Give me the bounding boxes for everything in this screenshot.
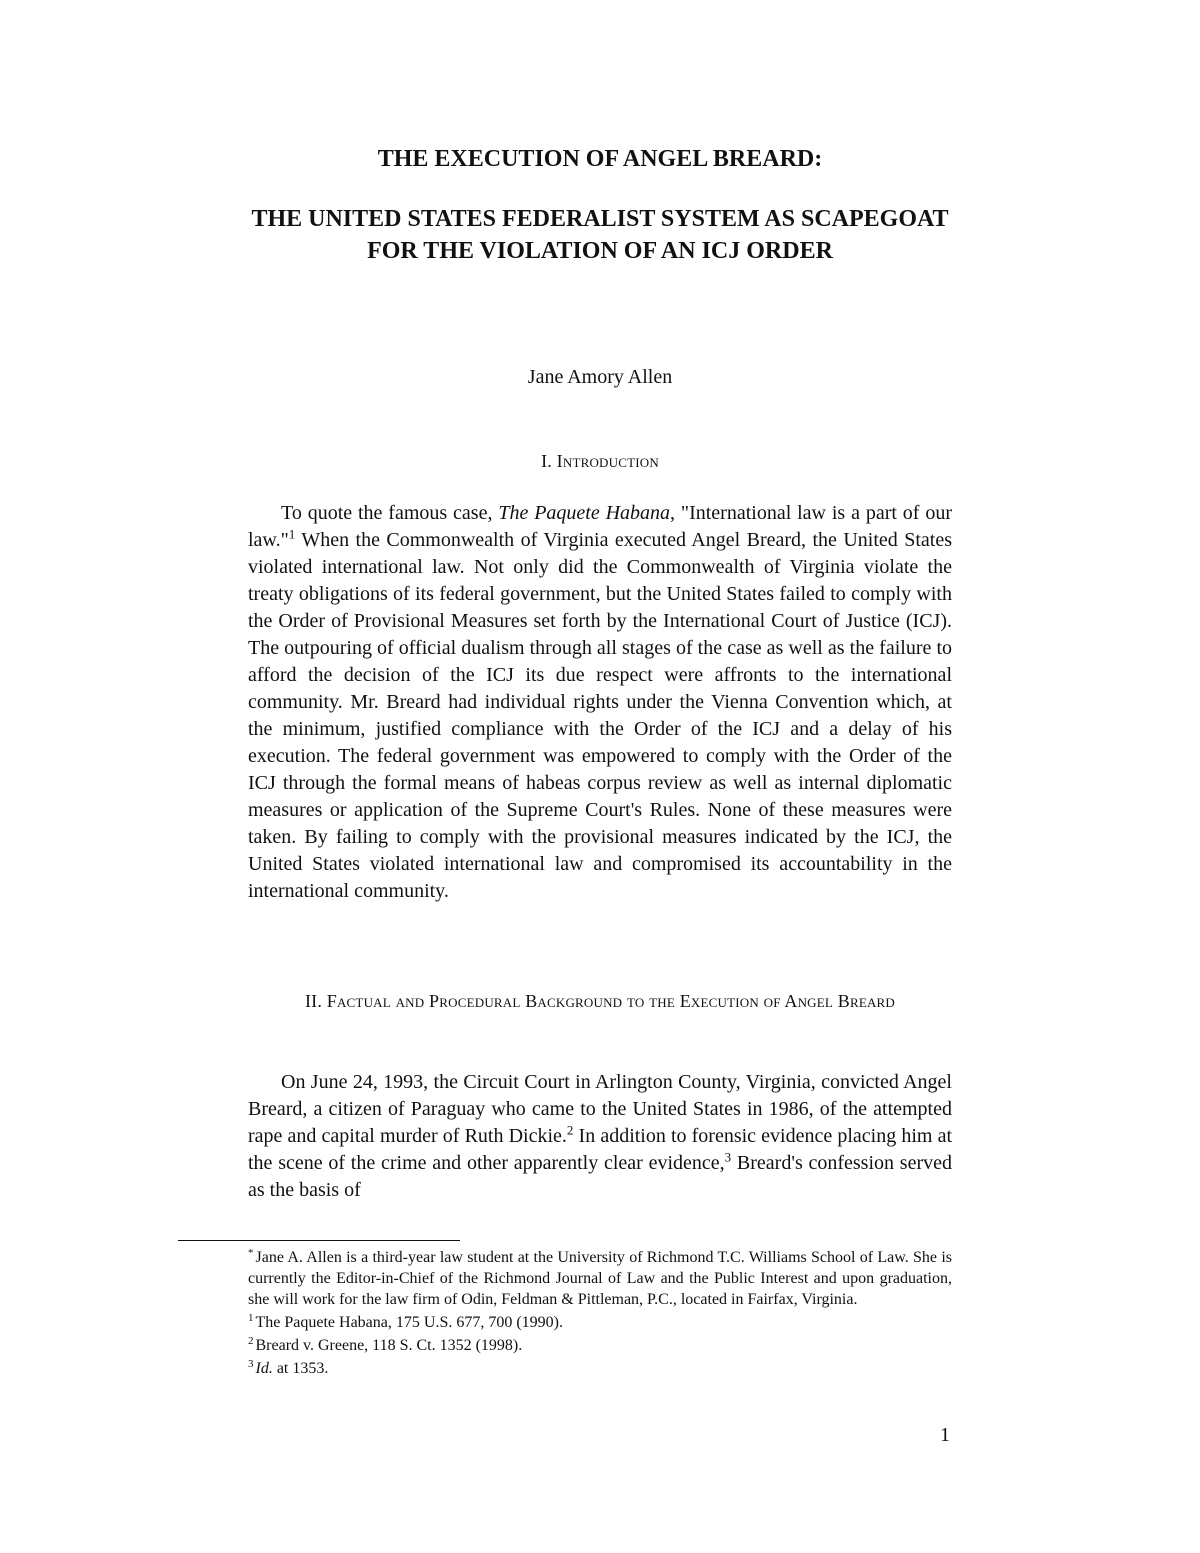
page-number: 1 [940, 1424, 950, 1446]
background-paragraph [248, 1069, 952, 1204]
footnote-1 [248, 1312, 952, 1333]
intro-text-b: , "International law is a part of our law." [248, 502, 952, 551]
section-heading-background: II. Factual and Procedural Background to the Execution of Angel Breard [304, 991, 896, 1011]
background-text-b: In addition to forensic evidence placing him at the scene of the crime and other apparently clear evidence, [248, 1125, 953, 1174]
footnote-mark: 1 [248, 1311, 254, 1324]
footnotes [248, 1247, 952, 1381]
footnote-id: Id. [255, 1360, 273, 1377]
footnote-text: Jane A. Allen is a third-year law student at the University of Richmond T.C. Williams School of Law. She is currently the Editor-in-Chief of the Richmond Journal of Law and the Public Interest and upon graduation, she will work for the law firm of Odin, Feldman & Pittleman, P.C., located in Fairfax, Virginia. [248, 1249, 952, 1308]
section-heading-introduction: I. Introduction [541, 451, 659, 471]
footnote-divider [178, 1240, 460, 1241]
background-text-a: On June 24, 1993, the Circuit Court in Arlington County, Virginia, convicted Angel Breard, a citizen of Paraguay who came to the United States in 1986, of the attempted rape and capital murder of Ruth Dickie. [248, 1071, 952, 1147]
footnote-ref-3: 3 [724, 1149, 732, 1165]
introduction-paragraph [248, 500, 952, 905]
footnote-ref-1: 1 [288, 526, 296, 542]
footnote-text: Breard v. Greene, 118 S. Ct. 1352 (1998). [255, 1337, 523, 1354]
footnote-ref-2: 2 [566, 1122, 574, 1138]
footnote-3 [248, 1358, 952, 1379]
footnote-mark: * [248, 1246, 254, 1259]
footnote-text: The Paquete Habana, 175 U.S. 677, 700 (1990). [255, 1314, 563, 1331]
subtitle: THE UNITED STATES FEDERALIST SYSTEM AS SCAPEGOAT FOR THE VIOLATION OF AN ICJ ORDER [251, 206, 949, 264]
footnote-mark: 3 [248, 1357, 254, 1370]
intro-text-a: To quote the famous case, [281, 502, 499, 524]
case-name: The Paquete Habana [498, 502, 671, 524]
background-text-c: Breard's confession served as the basis of [248, 1152, 952, 1201]
footnote-2 [248, 1335, 952, 1356]
footnote-mark: 2 [248, 1334, 254, 1347]
footnote-author [248, 1247, 952, 1310]
footnote-text: at 1353. [272, 1360, 329, 1377]
intro-text-c: When the Commonwealth of Virginia executed Angel Breard, the United States violated international law. Not only did the Commonwealth of Virginia violate the treaty obligations of its federal government, but the United States failed to comply with the Order of Provisional Measures set forth by the International Court of Justice (ICJ). The outpouring of official dualism through all stages of the case as well as the failure to afford the decision of the ICJ its due respect were affronts to the international community. Mr. Breard had individual rights under the Vienna Convention which, at the minimum, justified compliance with the Order of the ICJ and a delay of his execution. The federal government was empowered to comply with the Order of the ICJ through the formal means of habeas corpus review as well as internal diplomatic measures or application of the Supreme Court's Rules. None of these measures were taken. By failing to comply with the provisional measures indicated by the ICJ, the United States violated international law and compromised its accountability in the international community. [248, 529, 952, 902]
author-name: Jane Amory Allen [527, 366, 673, 388]
title-line-1: THE EXECUTION OF ANGEL BREARD: [377, 146, 823, 172]
